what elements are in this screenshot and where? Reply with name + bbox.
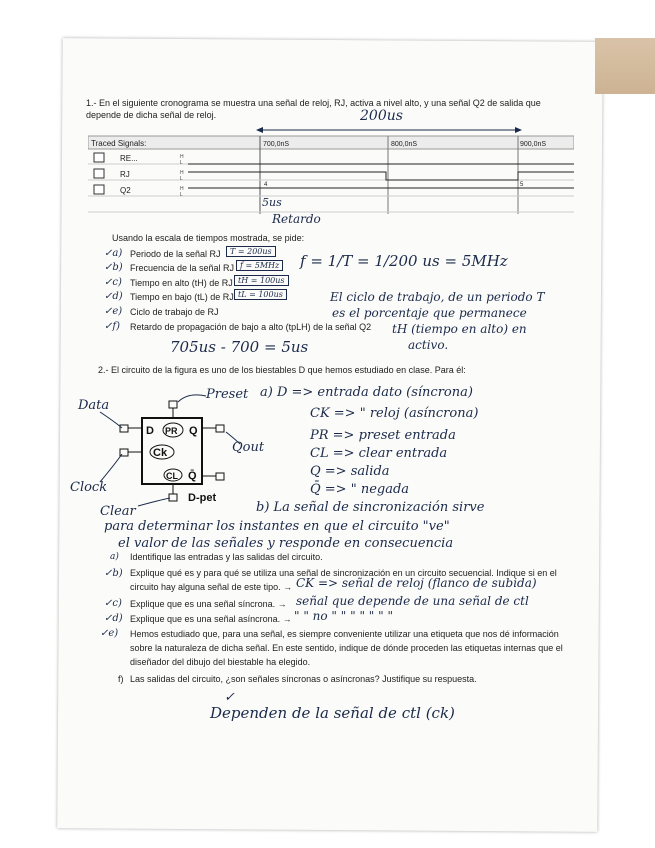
- answer-b2: CK => señal de reloj (flanco de subida): [296, 576, 537, 590]
- s2-mark-a: a): [110, 552, 119, 562]
- item-mark-d: ✓d): [104, 291, 123, 302]
- answer-a-line5: Q => salida: [310, 464, 390, 479]
- duty-cycle-line4: activo.: [408, 338, 449, 352]
- item-text-c: Tiempo en alto (tH) de RJ: [130, 278, 233, 288]
- answer-frequency: f = 5MHz: [236, 260, 283, 271]
- answer-period: T = 200us: [226, 246, 276, 257]
- section1-intro-line2: depende de dicha señal de reloj.: [86, 110, 217, 120]
- background-corner: [595, 38, 655, 94]
- timing-diagram: [88, 126, 574, 222]
- timeline-annotation: 200us: [360, 108, 403, 124]
- s2-text-b2: circuito hay alguna señal de este tipo. →: [130, 582, 293, 592]
- answer-d: " " no " " " " " " ": [294, 609, 393, 623]
- item-text-b: Frecuencia de la señal RJ: [130, 263, 235, 273]
- item-text-d: Tiempo en bajo (tL) de RJ: [130, 292, 234, 302]
- s2-text-b1: Explique qué es y para qué se utiliza una señal de sincronización en un circuito secuencial. Indique si en el: [130, 568, 557, 578]
- time-marker-2: 800,0nS: [391, 141, 418, 148]
- answer-a-line3: PR => preset entrada: [310, 428, 456, 443]
- frequency-formula: f = 1/T = 1/200 us = 5MHz: [300, 252, 508, 270]
- pin-qbar: Q̄: [188, 470, 197, 482]
- signal-name-q2: Q2: [120, 186, 131, 195]
- answer-a-line6: Q̄ => " negada: [310, 482, 410, 497]
- s2-mark-e: ✓e): [100, 628, 119, 639]
- callout-qout: Qout: [232, 440, 265, 455]
- signal-name-re: RE...: [120, 154, 138, 163]
- question-intro: Usando la escala de tiempos mostrada, se pide:: [112, 233, 305, 243]
- answer-low-time: tL = 100us: [234, 289, 287, 300]
- checkmark: ✓: [224, 690, 235, 705]
- answer-b-line1: b) La señal de sincronización sirve: [256, 500, 485, 515]
- pin-d: D: [146, 425, 154, 437]
- section1-intro-line1: 1.- En el siguiente cronograma se muestra una señal de reloj, RJ, activa a nivel alto, y una señal Q2 de salida que: [86, 98, 541, 108]
- answer-c: señal que depende de una señal de ctl: [296, 594, 529, 608]
- callout-preset: Preset: [206, 387, 249, 402]
- item-mark-b: ✓b): [104, 262, 123, 273]
- item-text-a: Periodo de la señal RJ: [130, 249, 221, 259]
- pin-pr: PR: [165, 426, 178, 436]
- state-label-h-2: H: [180, 170, 184, 176]
- time-marker-3: 900,0nS: [520, 141, 547, 148]
- duty-cycle-line2: es el porcentaje que permanece: [332, 306, 527, 320]
- item-text-e: Ciclo de trabajo de RJ: [130, 307, 219, 317]
- state-label-h-3: H: [180, 186, 184, 192]
- s2-text-d: Explique que es una señal asíncrona. →: [130, 614, 292, 624]
- answer-a-line1: a) D => entrada dato (síncrona): [260, 385, 473, 400]
- answer-b-line3: el valor de las señales y responde en consecuencia: [118, 536, 454, 551]
- item-mark-c: ✓c): [104, 277, 122, 288]
- answer-a-line2: CK => " reloj (asíncrona): [310, 406, 479, 421]
- final-answer: Dependen de la señal de ctl (ck): [210, 704, 455, 722]
- value-label-4: 4: [264, 182, 268, 188]
- signal-name-rj: RJ: [120, 170, 130, 179]
- s2-mark-d: ✓d): [104, 613, 123, 624]
- s2-text-a: Identifique las entradas y las salidas del circuito.: [130, 552, 323, 562]
- item-mark-f: ✓f): [104, 321, 120, 332]
- s2-text-e1: Hemos estudiado que, para una señal, es siempre conveniente utilizar una etiqueta que nos dé información: [130, 629, 559, 639]
- flipflop-name: D-pet: [188, 492, 217, 504]
- answer-b-line2: para determinar los instantes en que el circuito "ve": [104, 519, 450, 534]
- duty-cycle-line1: El ciclo de trabajo, de un periodo T: [330, 290, 545, 304]
- state-label-l-1: L: [180, 160, 183, 166]
- callout-clock: Clock: [70, 480, 108, 495]
- state-label-l-2: L: [180, 176, 183, 182]
- state-label-l-3: L: [180, 192, 183, 198]
- s2-text-e2: sobre la naturaleza de dicha señal. En este sentido, indique de dónde proceden las etiquetas internas que el: [130, 643, 563, 653]
- delay-calculation: 705us - 700 = 5us: [170, 338, 309, 356]
- section2-intro: 2.- El circuito de la figura es uno de los biestables D que hemos estudiado en clase. Para él:: [98, 365, 466, 375]
- s2-mark-f: f): [118, 674, 124, 684]
- pin-q: Q: [189, 425, 198, 437]
- pin-cl: CL: [166, 471, 178, 481]
- callout-data: Data: [78, 398, 110, 413]
- answer-high-time: tH = 100us: [234, 275, 289, 286]
- item-mark-a: ✓a): [104, 248, 123, 259]
- s2-mark-c: ✓c): [104, 598, 122, 609]
- state-label-h-1: H: [180, 154, 184, 160]
- callout-clear: Clear: [100, 504, 136, 519]
- item-text-f: Retardo de propagación de bajo a alto (tpLH) de la señal Q2: [130, 322, 372, 332]
- traced-signals-label: Traced Signals:: [91, 139, 147, 148]
- s2-text-c: Explique que es una señal síncrona. →: [130, 599, 287, 609]
- answer-a-line4: CL => clear entrada: [310, 446, 448, 461]
- s2-text-e3: diseñador del dibujo del biestable ha elegido.: [130, 657, 311, 667]
- delay-annotation: 5us: [262, 196, 282, 209]
- s2-text-f: Las salidas del circuito, ¿son señales síncronas o asíncronas? Justifique su respuesta.: [130, 674, 477, 684]
- delay-label: Retardo: [272, 212, 321, 226]
- item-mark-e: ✓e): [104, 306, 123, 317]
- value-label-5: 5: [520, 182, 524, 188]
- time-marker-1: 700,0nS: [263, 141, 290, 148]
- duty-cycle-line3: tH (tiempo en alto) en: [392, 322, 527, 336]
- s2-mark-b: ✓b): [104, 568, 123, 579]
- pin-ck: Ck: [153, 447, 168, 459]
